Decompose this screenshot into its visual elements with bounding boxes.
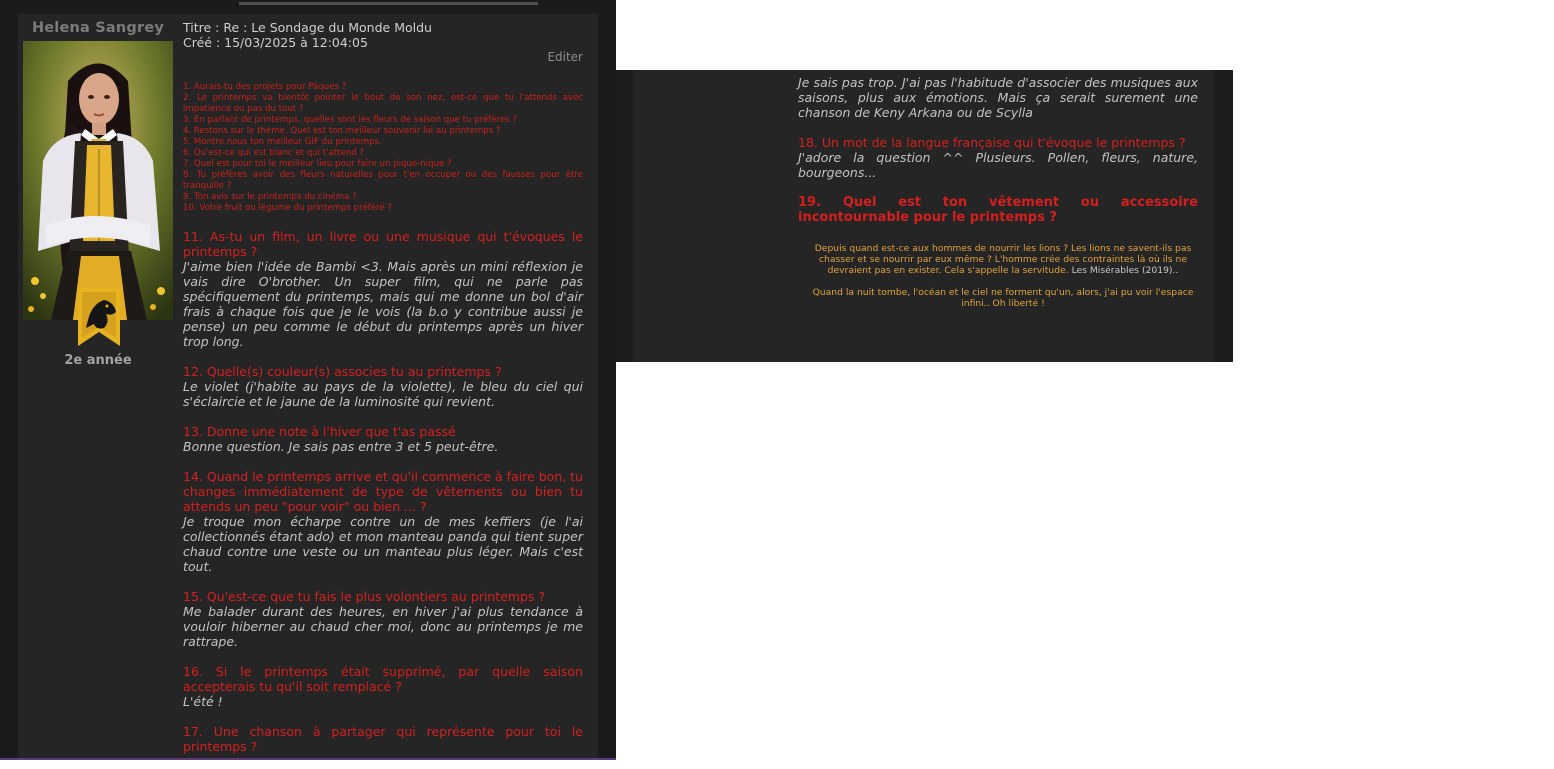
signature-quote (808, 287, 1198, 309)
qa-item (183, 664, 583, 709)
question-text: 13. Donne une note à l'hiver que t'as passé (183, 424, 456, 439)
qa-item (183, 364, 583, 409)
author-name[interactable]: Helena Sangrey (31, 20, 165, 36)
list-item: 9. Ton avis sur le printemps du cinéma ? (183, 192, 357, 202)
avatar (23, 41, 173, 320)
list-item: 8. Tu préfères avoir des fleurs naturelles pour t'en occuper ou des fausses pour être tranquille ? (183, 170, 583, 191)
answer-text: J'adore la question ^^ Plusieurs. Pollen, fleurs, nature, bourgeons... (798, 150, 1198, 180)
qa-item (183, 724, 583, 754)
question-text: 19. Quel est ton vêtement ou accessoire incontournable pour le printemps ? (798, 195, 1198, 225)
answers-section-continued (798, 75, 1198, 240)
qa-item (183, 229, 583, 349)
qa-item (798, 75, 1198, 120)
quote-text: Depuis quand est-ce aux hommes de nourrir les lions ? Les lions ne savent-ils pas chasser et se nourrir par eux même ? L'homme crée des contraintes là où ils ne devraient pas en exister. Cela s'appelle la servitude. (814, 243, 1192, 276)
question-text: 15. Qu'est-ce que tu fais le plus volontiers au printemps ? (183, 589, 546, 604)
list-item: 2. Le printemps va bientôt pointer le bout de son nez, est-ce que tu l'attends avec impatience ou pas du tout ? (183, 93, 583, 114)
user-signature (808, 243, 1198, 320)
qa-item (183, 424, 583, 454)
survey-questions-list (183, 82, 583, 214)
post-title: Titre : Re : Le Sondage du Monde Moldu (183, 20, 432, 35)
user-rank: 2e année (64, 353, 132, 368)
quote-text: Quand la nuit tombe, l'océan et le ciel ne forment qu'un, alors, j'ai pu voir l'espace infini.. Oh liberté ! (812, 287, 1194, 309)
question-text: 12. Quelle(s) couleur(s) associes tu au printemps ? (183, 364, 502, 379)
list-item: 1. Aurais-tu des projets pour Pâques ? (183, 82, 347, 92)
answer-text: Bonne question. Je sais pas entre 3 et 5 peut-être. (183, 439, 499, 454)
question-text: 11. As-tu un film, un livre ou une musique qui t'évoques le printemps ? (183, 229, 583, 259)
answer-text: L'été ! (183, 694, 223, 709)
answers-section (183, 229, 583, 769)
answer-text: Je sais pas trop. J'ai pas l'habitude d'associer des musiques aux saisons, plus aux émotions. Mais ça serait surement une chanson de Keny Arkana ou de Scylla (798, 75, 1198, 120)
question-text: 18. Un mot de la langue française qui t'évoque le printemps ? (798, 135, 1186, 150)
answer-text: J'aime bien l'idée de Bambi <3. Mais après un mini réflexion je vais dire O'brother. Un super film, qui ne parle pas spécifiquement du printemps, mais qui me donne un bol d'air frais à chaque fois que je le vois (la b.o y contribue aussi je pense) un peu comme le début du printemps après un hiver trop long. (183, 259, 583, 349)
edit-button[interactable]: Editer (547, 50, 583, 64)
answer-text: Le violet (j'habite au pays de la violette), le bleu du ciel qui s'éclaircie et le jaune de la luminosité qui revient. (183, 379, 583, 409)
house-crest-icon (76, 286, 122, 348)
qa-item (183, 469, 583, 574)
avatar-illustration (23, 41, 173, 320)
list-item: 6. Qu'est-ce qui est blanc et qui t'attend ? (183, 148, 365, 158)
answer-text: Je troque mon écharpe contre un de mes keffiers (je l'ai collectionnés étant ado) et mon manteau panda qui tient super chaud contre une veste ou un manteau plus léger. Mais c'est tout. (183, 514, 583, 574)
list-item: 3. En parlant de printemps, quelles sont les fleurs de saison que tu préfères ? (183, 115, 518, 125)
answer-text: Me balader durant des heures, en hiver j'ai plus tendance à vouloir hiberner au chaud cher moi, donc au printemps je me rattrape. (183, 604, 583, 649)
qa-item (798, 135, 1198, 180)
question-text: 16. Si le printemps était supprimé, par quelle saison accepterais tu qu'il soit remplacé ? (183, 664, 583, 694)
top-scroll-indicator (239, 2, 538, 5)
question-text: 17. Une chanson à partager qui représente pour toi le printemps ? (183, 724, 583, 754)
list-item: 5. Montre nous ton meilleur GIF du printemps. (183, 137, 382, 147)
post-date: Créé : 15/03/2025 à 12:04:05 (183, 35, 368, 50)
list-item: 7. Quel est pour toi le meilleur lieu pour faire un pique-nique ? (183, 159, 452, 169)
signature-quote (808, 243, 1198, 276)
question-text: 14. Quand le printemps arrive et qu'il commence à faire bon, tu changes immédiatement de type de vêtements ou bien tu attends un peu "pour voir" ou bien ... ? (183, 469, 583, 514)
list-item: 10. Votre fruit ou légume du printemps préféré ? (183, 203, 392, 213)
qa-item (798, 195, 1198, 225)
list-item: 4. Restons sur le thème. Quel est ton meilleur souvenir lié au printemps ? (183, 126, 501, 136)
quote-source: Les Misérables (2019).. (1071, 265, 1179, 276)
qa-item (183, 589, 583, 649)
